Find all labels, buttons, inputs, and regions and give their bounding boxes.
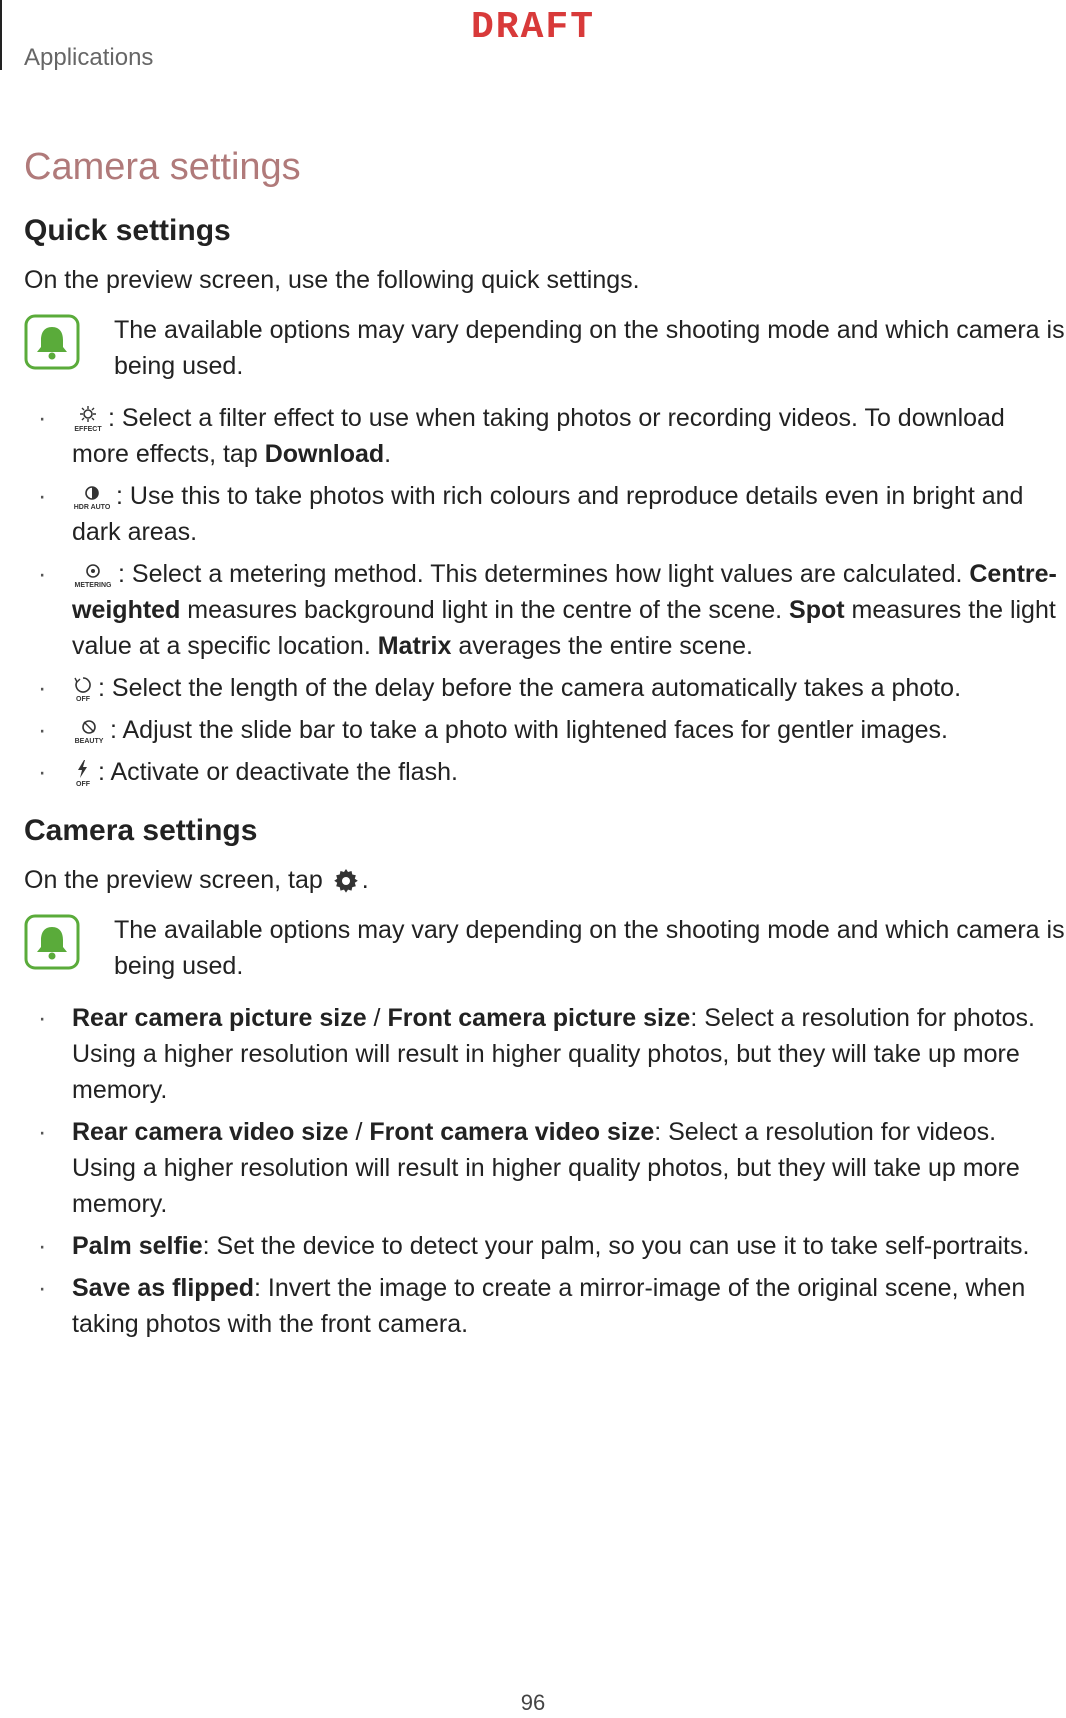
quick-settings-heading: Quick settings <box>24 214 231 247</box>
camera-settings-list <box>24 1000 1064 1342</box>
setting-name: Palm selfie <box>72 1232 203 1260</box>
list-item: · BEAUTY : Adjust the slide bar to take a photo with lightened faces for gentler images. <box>38 716 949 746</box>
svg-text:EFFECT: EFFECT <box>74 426 102 434</box>
hdr-auto-icon[interactable] <box>72 483 112 511</box>
list-item: · METERING : Select a metering method. This determines how light values are calculated. Centre-weighted measures background light in the centre of the scene. Spot measures the light value at a specific location. Matrix averages the entire scene. <box>38 560 1057 660</box>
svg-text:OFF: OFF <box>76 696 90 704</box>
list-item: · EFFECT : Select a filter effect to use when taking photos or recording videos. To download more effects, tap Download. <box>38 404 1005 468</box>
list-item: · Palm selfie: Set the device to detect your palm, so you can use it to take self-portraits. <box>38 1232 1030 1260</box>
setting-name: Front camera video size <box>369 1118 655 1146</box>
gear-icon[interactable] <box>332 867 360 895</box>
note-text: The available options may vary depending on the shooting mode and which camera is being used. <box>114 316 1065 380</box>
matrix-label: Matrix <box>377 632 452 660</box>
setting-name: Save as flipped <box>72 1274 255 1302</box>
setting-name: Rear camera picture size <box>72 1004 367 1032</box>
beauty-icon[interactable] <box>72 717 106 745</box>
list-item: · Rear camera picture size / Front camera picture size: Select a resolution for photos. Using a higher resolution will result in higher quality photos, but they will take up more memory. <box>38 1004 1035 1104</box>
spot-label: Spot <box>789 596 845 624</box>
svg-text:METERING: METERING <box>74 582 112 590</box>
svg-text:BEAUTY: BEAUTY <box>74 738 104 746</box>
note-bell-icon <box>24 314 80 370</box>
page-title: Camera settings <box>24 146 301 188</box>
note-bell-icon <box>24 914 80 970</box>
section-label: Applications <box>24 44 154 71</box>
flash-off-icon[interactable] <box>72 759 94 787</box>
metering-icon[interactable] <box>72 561 114 589</box>
note-text: The available options may vary depending on the shooting mode and which camera is being used. <box>114 916 1065 980</box>
effect-icon[interactable] <box>72 405 104 433</box>
svg-text:HDR AUTO: HDR AUTO <box>73 504 111 512</box>
timer-off-icon[interactable] <box>72 675 94 703</box>
list-item: · HDR AUTO : Use this to take photos with rich colours and reproduce details even in bright and dark areas. <box>38 482 1024 546</box>
setting-name: Front camera picture size <box>387 1004 691 1032</box>
download-label: Download <box>264 440 385 468</box>
quick-settings-list <box>24 400 1064 790</box>
list-item: · OFF : Select the length of the delay before the camera automatically takes a photo. <box>38 674 962 704</box>
setting-name: Rear camera video size <box>72 1118 349 1146</box>
list-item: · Rear camera video size / Front camera video size: Select a resolution for videos. Using a higher resolution will result in higher quality photos, but they will take up more memory. <box>38 1118 1020 1218</box>
list-item: · OFF : Activate or deactivate the flash. <box>38 758 458 788</box>
camera-settings-intro: On the preview screen, tap . <box>24 866 369 894</box>
svg-text:OFF: OFF <box>76 781 90 788</box>
camera-settings-heading: Camera settings <box>24 814 258 847</box>
list-item: · Save as flipped: Invert the image to create a mirror-image of the original scene, when taking photos with the front camera. <box>38 1274 1026 1338</box>
draft-watermark: DRAFT <box>470 6 596 49</box>
centre-weighted-label: Centre-weighted <box>72 560 1057 624</box>
page-number: 96 <box>520 1690 546 1715</box>
quick-settings-intro: On the preview screen, use the following quick settings. <box>24 266 640 294</box>
